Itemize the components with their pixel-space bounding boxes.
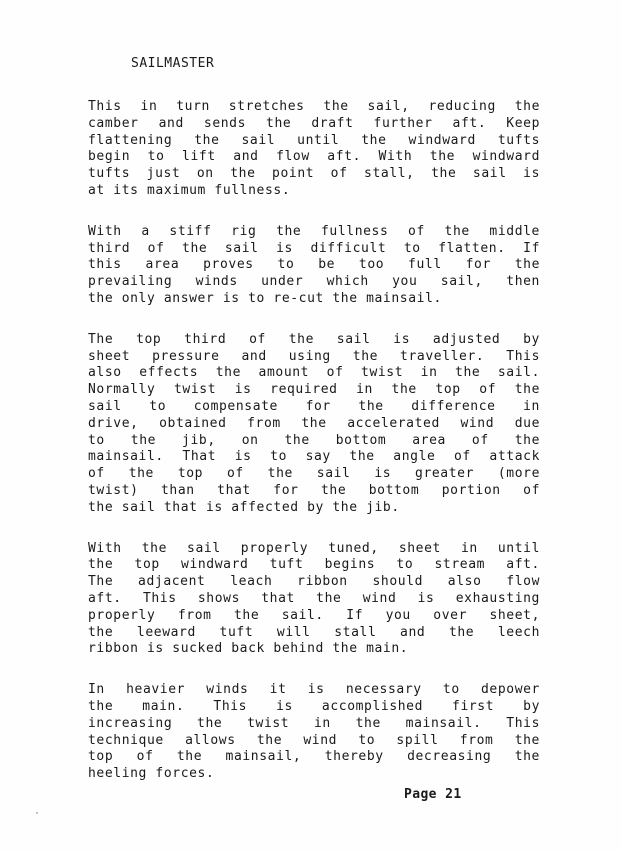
text-line: heeling forces. <box>88 766 215 782</box>
running-header: SAILMASTER <box>131 56 215 71</box>
text-line: camber and sends the draft further aft. Keep <box>88 115 540 131</box>
text-line: prevailing winds under which you sail, then <box>88 274 540 290</box>
text-line: technique allows the wind to spill from the <box>88 732 540 748</box>
text-line: the sail that is affected by the jib. <box>88 499 400 515</box>
scan-speck <box>36 812 38 814</box>
text-line: In heavier winds it is necessary to depower <box>88 682 540 698</box>
text-line: twist) than that for the bottom portion of <box>88 482 540 498</box>
text-line: mainsail. That is to say the angle of attack <box>88 449 540 465</box>
paragraph <box>88 224 540 308</box>
paragraph <box>88 332 540 517</box>
paragraph <box>88 682 540 783</box>
text-line: at its maximum fullness. <box>88 182 291 198</box>
text-line: the leeward tuft will stall and the leech <box>88 624 540 640</box>
text-line: With the sail properly tuned, sheet in until <box>88 540 540 556</box>
paragraph <box>88 99 540 200</box>
text-line: drive, obtained from the accelerated wind due <box>88 415 540 431</box>
text-line: this area proves to be too full for the <box>88 257 540 273</box>
text-line: Normally twist is required in the top of the <box>88 382 540 398</box>
text-line: to the jib, on the bottom area of the <box>88 432 540 448</box>
paragraph <box>88 541 540 659</box>
text-line: ribbon is sucked back behind the main. <box>88 641 409 657</box>
text-line: With a stiff rig the fullness of the middle <box>88 223 540 239</box>
text-line: The adjacent leach ribbon should also flow <box>88 574 540 590</box>
text-line: top of the mainsail, thereby decreasing the <box>88 749 540 765</box>
text-line: sheet pressure and using the traveller. This <box>88 348 540 364</box>
text-line: properly from the sail. If you over sheet, <box>88 607 540 623</box>
text-line: The top third of the sail is adjusted by <box>88 331 540 347</box>
body-text <box>88 99 540 807</box>
page-number: Page 21 <box>404 787 462 802</box>
text-line: This in turn stretches the sail, reducing the <box>88 99 540 114</box>
text-line: of the top of the sail is greater (more <box>88 466 540 482</box>
text-line: the only answer is to re-cut the mainsail. <box>88 290 442 306</box>
text-line: sail to compensate for the difference in <box>88 398 540 414</box>
text-line: tufts just on the point of stall, the sail is <box>88 166 540 182</box>
text-line: flattening the sail until the windward tufts <box>88 132 540 148</box>
text-line: third of the sail is difficult to flatten. If <box>88 240 540 256</box>
text-line: the main. This is accomplished first by <box>88 698 540 714</box>
text-line: aft. This shows that the wind is exhausting <box>88 590 540 606</box>
text-line: also effects the amount of twist in the sail. <box>88 365 540 381</box>
text-line: increasing the twist in the mainsail. This <box>88 715 540 731</box>
text-line: begin to lift and flow aft. With the windward <box>88 149 540 165</box>
text-line: the top windward tuft begins to stream aft. <box>88 557 540 573</box>
